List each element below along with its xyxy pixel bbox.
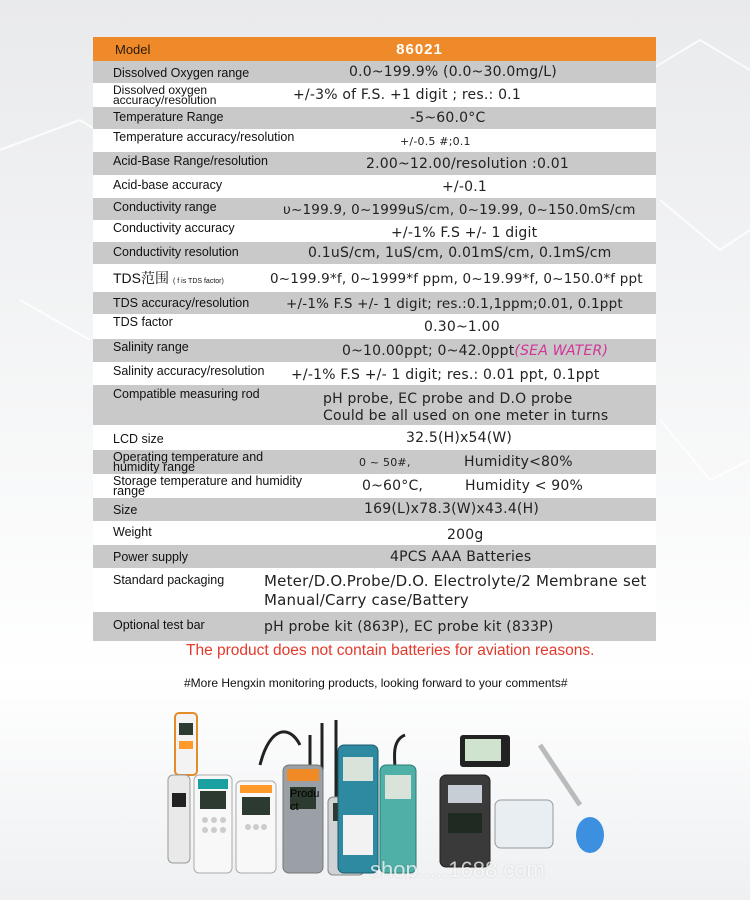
spec-value: -5~60.0°C (410, 110, 486, 126)
table-header-row (93, 37, 656, 61)
spec-value: 0 ~ 50#, (359, 456, 411, 469)
spec-row (93, 521, 656, 545)
spec-label: Compatible measuring rod (113, 387, 260, 401)
spec-value: +/-1% F.S +/- 1 digit; res.: 0.01 ppt, 0.1ppt (291, 367, 600, 383)
lab-stand-icon (495, 745, 604, 853)
spec-row (93, 545, 656, 568)
spec-row (93, 362, 656, 385)
handheld-meter-icon (194, 775, 232, 873)
spec-value: 0.0~199.9% (0.0~30.0mg/L) (349, 64, 557, 80)
spec-label: Optional test bar (113, 618, 205, 632)
spec-value: +/-0.1 (442, 179, 487, 195)
spec-row (93, 498, 656, 521)
spec-row (93, 474, 656, 498)
spec-value: pH probe kit (863P), EC probe kit (833P) (264, 619, 554, 635)
spec-label: Acid-base accuracy (113, 178, 223, 192)
spec-label: Storage temperature and humidity range (113, 474, 302, 498)
spec-value: +/-3% of F.S. +1 digit ; res.: 0.1 (293, 87, 521, 103)
spec-label: Power supply (113, 550, 189, 564)
spec-row (93, 264, 656, 292)
spec-label: TDS accuracy/resolution (113, 296, 250, 310)
handheld-meter-icon (283, 765, 323, 873)
spec-label: Temperature accuracy/resolution (113, 130, 295, 144)
spec-row (93, 83, 656, 107)
spec-value: pH probe, EC probe and D.O probe Could be all used on one meter in turns (323, 391, 609, 424)
spec-label: Salinity range (113, 340, 189, 354)
spec-value: 0~10.00ppt; 0~42.0ppt(SEA WATER) (342, 343, 609, 359)
spec-label: Conductivity range (113, 200, 217, 214)
spec-label: TDS factor (113, 315, 173, 329)
spec-value: +/-0.5 #;0.1 (400, 135, 471, 148)
spec-value: Meter/D.O.Probe/D.O. Electrolyte/2 Membrane set Manual/Carry case/Battery (264, 572, 647, 609)
spec-row (93, 175, 656, 198)
spec-row (93, 450, 656, 474)
spec-row (93, 292, 656, 314)
spec-row (93, 425, 656, 450)
spec-value: 2.00~12.00/resolution :0.01 (366, 156, 569, 172)
spec-value: υ~199.9, 0~1999uS/cm, 0~19.99, 0~150.0mS/cm (283, 202, 636, 218)
spec-row (93, 385, 656, 425)
spec-row (93, 242, 656, 264)
spec-label: Weight (113, 525, 152, 539)
spec-row (93, 220, 656, 242)
more-products-text: #More Hengxin monitoring products, looking forward to your comments# (184, 676, 568, 690)
spec-table (93, 37, 656, 641)
benchtop-meter-icon (440, 775, 490, 867)
spec-row (93, 129, 656, 152)
printer-meter-icon (338, 745, 378, 873)
spec-value: 200g (447, 527, 484, 543)
spec-row (93, 339, 656, 362)
spec-label: Temperature Range (113, 110, 224, 124)
spec-value: 169(L)x78.3(W)x43.4(H) (364, 501, 539, 517)
display-monitor-icon (460, 735, 510, 767)
spec-value: 4PCS AAA Batteries (390, 549, 532, 565)
product-caption: Produ ct (290, 788, 320, 813)
spec-label: Conductivity accuracy (113, 221, 235, 235)
spec-row (93, 198, 656, 220)
spec-label: Conductivity resolution (113, 245, 239, 259)
model-label: Model (115, 41, 151, 57)
spec-label: Acid-Base Range/resolution (113, 154, 268, 168)
pen-meter-icon (168, 713, 197, 863)
spec-value: 0~199.9*f, 0~1999*f ppm, 0~19.99*f, 0~150.0*f ppt (270, 271, 643, 287)
spec-value: 0.1uS/cm, 1uS/cm, 0.01mS/cm, 0.1mS/cm (308, 245, 612, 261)
spec-value: +/-1% F.S +/- 1 digit (391, 225, 538, 241)
spec-row (93, 314, 656, 339)
spec-value: +/-1% F.S +/- 1 digit; res.:0.1,1ppm;0.01, 0.1ppt (286, 296, 623, 312)
spec-label: Size (113, 503, 138, 517)
spec-row (93, 612, 656, 641)
spec-label: Dissolved Oxygen range (113, 66, 250, 80)
spec-label: Dissolved oxygen accuracy/resolution (113, 83, 217, 107)
spec-value: Humidity < 90% (465, 478, 584, 494)
handheld-meter-icon (236, 781, 276, 873)
spec-value: 32.5(H)x54(W) (406, 430, 513, 446)
spec-value: Humidity<80% (464, 454, 573, 470)
spec-row (93, 107, 656, 129)
spec-label: LCD size (113, 432, 164, 446)
spec-label: TDS范围 ( f is TDS factor) (113, 270, 224, 286)
watermark: shop.....1688.com (370, 857, 545, 882)
spec-row (93, 568, 656, 612)
battery-notice: The product does not contain batteries for aviation reasons. (186, 642, 595, 659)
model-number: 86021 (396, 40, 443, 58)
spec-row (93, 152, 656, 175)
spec-row (93, 61, 656, 83)
spec-value: 0.30~1.00 (424, 319, 500, 335)
spec-label: Salinity accuracy/resolution (113, 364, 265, 378)
spec-label: Standard packaging (113, 573, 225, 587)
spec-label: Operating temperature and humidity range (113, 450, 264, 474)
spec-value: 0~60°C, (362, 478, 424, 494)
